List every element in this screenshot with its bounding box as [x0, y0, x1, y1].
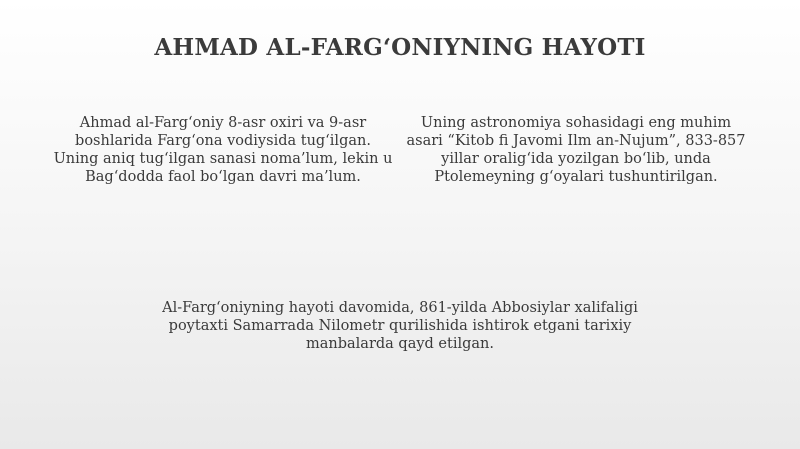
bottom-paragraph: Al-Farg‘oniyning hayoti davomida, 861-yilda Abbosiylar xalifaligi poytaxti Samarrada Nilometr qurilishida ishtirok etgani tarixiy manbalarda qayd etilgan. — [162, 300, 638, 352]
slide-title: AHMAD AL-FARG‘ONIYNING HAYOTI — [154, 34, 646, 61]
right-paragraph: Uning astronomiya sohasidagi eng muhim asari “Kitob fi Javomi Ilm an-Nujum”, 833-857 yillar oralig‘ida yozilgan bo‘lib, unda Ptolemeyning g‘oyalari tushuntirilgan. — [406, 115, 746, 185]
left-paragraph: Ahmad al-Farg‘oniy 8-asr oxiri va 9-asr boshlarida Farg‘ona vodiysida tug‘ilgan. Uning aniq tug‘ilgan sanasi noma’lum, lekin u Bag‘dodda faol bo‘lgan davri ma’lum. — [53, 115, 393, 185]
